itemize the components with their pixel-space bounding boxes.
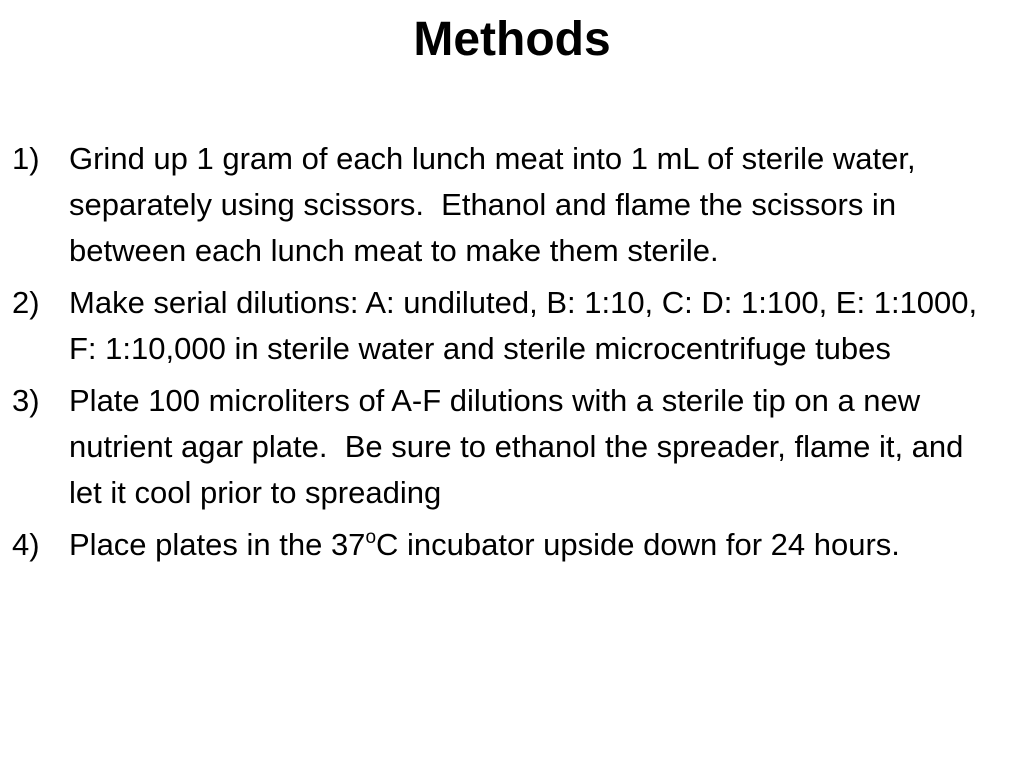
slide-title: Methods — [413, 13, 611, 66]
step-text — [69, 522, 1002, 568]
step-text: Grind up 1 gram of each lunch meat into 1 mL of sterile water, separately using scissors. Ethanol and flame the scissors in between each lunch meat to make them sterile. — [69, 141, 916, 268]
step-text-after: C incubator upside down for 24 hours. — [376, 527, 900, 562]
step-text-before: Place plates in the 37 — [69, 527, 366, 562]
step-number: 2) — [12, 285, 40, 320]
list-item — [12, 136, 1002, 274]
step-text: Plate 100 microliters of A-F dilutions with a sterile tip on a new nutrient agar plate. Be sure to ethanol the spreader, flame it, and let it cool prior to spreading — [69, 383, 964, 510]
degree-superscript: o — [365, 527, 377, 548]
step-text: Make serial dilutions: A: undiluted, B: 1:10, C: D: 1:100, E: 1:1000, F: 1:10,000 in sterile water and sterile microcentrifuge tubes — [69, 285, 978, 366]
methods-list — [12, 136, 1002, 574]
step-number: 4) — [12, 527, 40, 562]
step-number: 1) — [12, 141, 40, 176]
list-item — [12, 378, 1002, 516]
list-item — [12, 522, 1002, 568]
step-number: 3) — [12, 383, 40, 418]
list-item — [12, 280, 1002, 372]
